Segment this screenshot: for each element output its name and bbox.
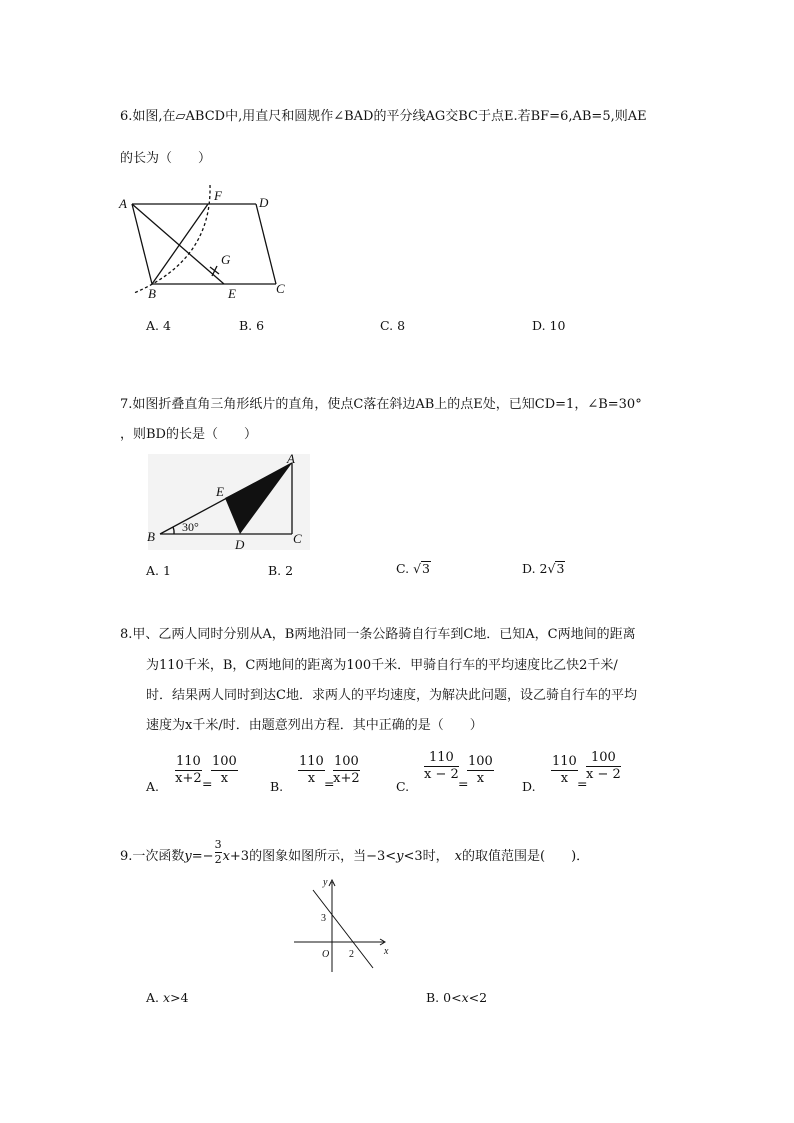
q6-option-c[interactable]: C. 8	[380, 318, 406, 333]
q7-label-A: A	[287, 451, 295, 466]
q9-y2: y	[396, 849, 404, 864]
q9-graph	[290, 872, 400, 977]
q6-stem-line2: 的长为（ ）	[120, 151, 212, 166]
q6-option-d[interactable]: D. 10	[532, 318, 566, 333]
q8-option-c-frac2: $\frac{100}{x}$	[468, 754, 493, 786]
q9-eq: =−	[191, 849, 214, 864]
q7-angle-label: 30°	[182, 520, 199, 534]
q6-option-a[interactable]: A. 4	[146, 318, 171, 333]
q8-option-d-frac1: $\frac{110}{x}$	[552, 754, 577, 786]
q9-suffix: 的取值范围是( )．	[462, 849, 590, 864]
q8-stem-line2: 为110千米，B，C两地间的距离为100千米．甲骑自行车的平均速度比乙快2千米/	[146, 658, 618, 673]
q8-option-a-letter[interactable]: A.	[146, 779, 160, 794]
q7-stem-line2: ，则BD的长是（ ）	[120, 427, 257, 442]
q7-stem-line1: 7.如图折叠直角三角形纸片的直角，使点C落在斜边AB上的点E处，已知CD=1，∠B=30°	[120, 397, 642, 412]
q9-prefix: 9.一次函数	[120, 849, 185, 864]
q7-label-E: E	[216, 484, 224, 499]
q8-option-d-eq: =	[577, 776, 588, 791]
q8-option-b-frac1: $\frac{110}{x}$	[299, 754, 324, 786]
q8-option-b-letter[interactable]: B.	[270, 779, 284, 794]
q6-mark-G2	[212, 266, 217, 276]
q9-lt3: <3时，	[403, 849, 449, 864]
q9-fraction: $\frac{3}{2}$	[214, 838, 222, 866]
q6-label-A: A	[119, 196, 127, 211]
q6-label-F: F	[214, 188, 222, 203]
q8-option-c-letter[interactable]: C.	[396, 779, 410, 794]
q6-seg-AB	[132, 204, 152, 284]
q8-option-c-eq: =	[458, 776, 469, 791]
q6-label-G: G	[221, 252, 231, 267]
q8-stem-line4: 速度为x千米/时．由题意列出方程．其中正确的是（ ）	[146, 718, 483, 733]
q9-plus: +3的图象如图所示，当−3<	[229, 849, 397, 864]
q9-option-a[interactable]: A. x>4	[146, 990, 189, 1005]
q9-x: x	[222, 849, 230, 864]
q8-option-b-frac2: $\frac{100}{x+2}$	[333, 754, 360, 786]
q6-label-E: E	[228, 286, 236, 301]
q8-stem-line3: 时．结果两人同时到达C地．求两人的平均速度，为解决此问题，设乙骑自行车的平均	[146, 688, 637, 703]
q9-label-y: y	[323, 877, 328, 888]
q7-label-D: D	[235, 537, 245, 552]
q6-label-D: D	[259, 195, 269, 210]
q8-option-d-frac2: $\frac{100}{x - 2}$	[586, 750, 621, 782]
q6-option-b[interactable]: B. 6	[239, 318, 265, 333]
q9-label-O: O	[322, 949, 330, 960]
q6-seg-DC	[256, 204, 276, 284]
q9-label-2: 2	[349, 949, 354, 960]
q8-option-a-frac2: $\frac{100}{x}$	[212, 754, 237, 786]
q7-label-C: C	[293, 531, 302, 546]
q7-option-a[interactable]: A. 1	[146, 563, 171, 578]
q9-label-x: x	[384, 946, 389, 957]
q6-seg-BF	[152, 204, 208, 284]
q9-y: y	[184, 849, 192, 864]
q7-option-d[interactable]: D. 2√3	[522, 561, 565, 576]
q7-option-b[interactable]: B. 2	[268, 563, 294, 578]
q7-label-B: B	[147, 529, 155, 544]
q8-option-d-letter[interactable]: D.	[522, 779, 536, 794]
q6-seg-AE	[132, 204, 224, 284]
q6-label-B: B	[148, 286, 156, 301]
q8-stem-line1: 8.甲、乙两人同时分别从A，B两地沿同一条公路骑自行车到C地．已知A，C两地间的距离	[120, 627, 636, 642]
q6-parallelogram-figure	[110, 180, 310, 305]
q8-option-a-frac1: $\frac{110}{x+2}$	[175, 754, 202, 786]
q8-option-b-eq: =	[324, 776, 335, 791]
q9-x2: x	[454, 849, 463, 864]
q6-label-C: C	[276, 281, 285, 296]
q9-label-3: 3	[321, 913, 326, 924]
q8-option-c-frac1: $\frac{110}{x - 2}$	[424, 750, 459, 782]
q7-triangle-figure	[140, 450, 315, 553]
q6-stem-line1: 6.如图,在▱ABCD中,用直尺和圆规作∠BAD的平分线AG交BC于点E.若BF=6,AB=5,则AE	[120, 109, 647, 124]
q9-option-b[interactable]: B. 0<x<2	[426, 990, 488, 1005]
q8-option-a-eq: =	[202, 776, 213, 791]
q7-option-c[interactable]: C. √3	[396, 561, 430, 576]
